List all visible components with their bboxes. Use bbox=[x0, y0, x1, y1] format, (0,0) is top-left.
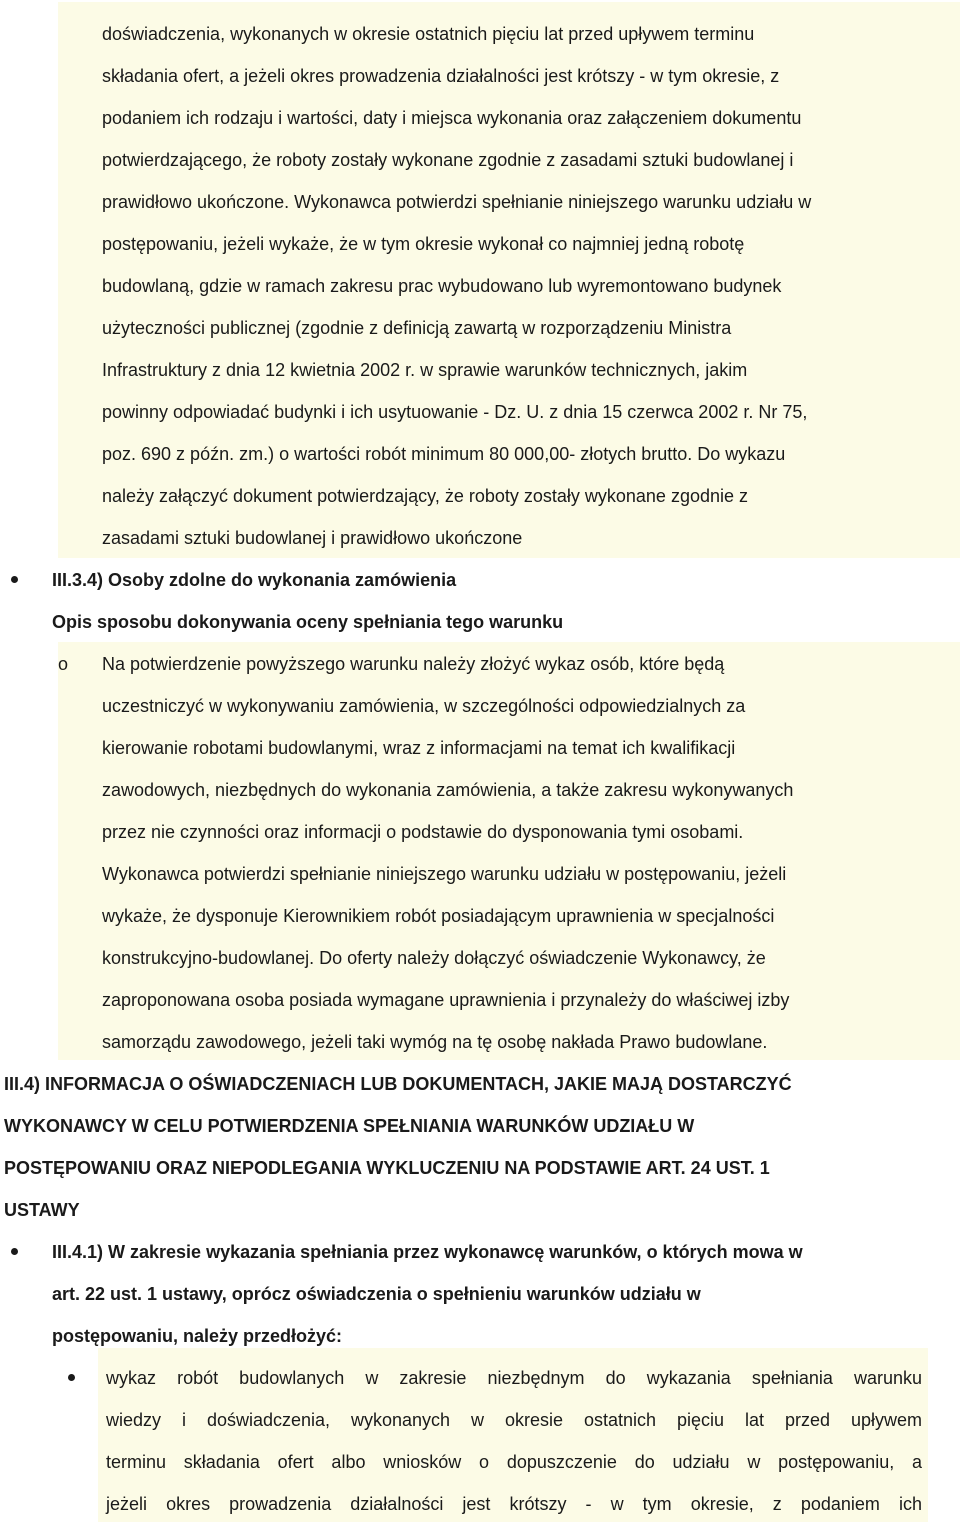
para1-line: powinny odpowiadać budynki i ich usytuowanie - Dz. U. z dnia 15 czerwca 2002 r. Nr 75, bbox=[102, 402, 808, 422]
bullet-icon bbox=[11, 576, 18, 583]
para1-line: składania ofert, a jeżeli okres prowadzenia działalności jest krótszy - w tym okresie, z bbox=[102, 66, 780, 86]
para1-line: poz. 690 z późn. zm.) o wartości robót minimum 80 000,00- złotych brutto. Do wykazu bbox=[102, 444, 786, 464]
section-334-line: zawodowych, niezbędnych do wykonania zamówienia, a także zakresu wykonywanych bbox=[102, 780, 794, 800]
para1-line: użyteczności publicznej (zgodnie z definicją zawartą w rozporządzeniu Ministra bbox=[102, 318, 732, 338]
section-34-line: USTAWY bbox=[4, 1200, 80, 1220]
para1-line: należy załączyć dokument potwierdzający, że roboty zostały wykonane zgodnie z bbox=[102, 486, 748, 506]
section-334-subheading: Opis sposobu dokonywania oceny spełniania tego warunku bbox=[52, 612, 564, 632]
bullet-icon bbox=[68, 1374, 75, 1381]
section-334-line: przez nie czynności oraz informacji o podstawie do dysponowania tymi osobami. bbox=[102, 822, 744, 842]
section-334-line: Na potwierdzenie powyższego warunku należy złożyć wykaz osób, które będą bbox=[102, 654, 725, 674]
section-341-line: III.4.1) W zakresie wykazania spełniania przez wykonawcę warunków, o których mowa w bbox=[52, 1242, 803, 1262]
item-roboty-line: terminu składania ofert albo wniosków o dopuszczenie do udziału w postępowaniu, a bbox=[106, 1452, 922, 1472]
para1-line: budowlaną, gdzie w ramach zakresu prac wybudowano lub wyremontowano budynek bbox=[102, 276, 782, 296]
item-roboty-line: wiedzy i doświadczenia, wykonanych w okresie ostatnich pięciu lat przed upływem bbox=[106, 1410, 922, 1430]
para1-line: podaniem ich rodzaju i wartości, daty i miejsca wykonania oraz załączeniem dokumentu bbox=[102, 108, 802, 128]
section-334-line: kierowanie robotami budowlanymi, wraz z informacjami na temat ich kwalifikacji bbox=[102, 738, 736, 758]
para1-line: doświadczenia, wykonanych w okresie ostatnich pięciu lat przed upływem terminu bbox=[102, 24, 755, 44]
section-334-line: uczestniczyć w wykonywaniu zamówienia, w szczególności odpowiedzialnych za bbox=[102, 696, 746, 716]
section-334-line: Wykonawca potwierdzi spełnianie niniejszego warunku udziału w postępowaniu, jeżeli bbox=[102, 864, 787, 884]
section-334-line: zaproponowana osoba posiada wymagane uprawnienia i przynależy do właściwej izby bbox=[102, 990, 790, 1010]
para1-line: Infrastruktury z dnia 12 kwietnia 2002 r. w sprawie warunków technicznych, jakim bbox=[102, 360, 748, 380]
item-roboty-line: wykaz robót budowlanych w zakresie niezbędnym do wykazania spełniania warunku bbox=[106, 1368, 922, 1388]
bullet-icon bbox=[11, 1248, 18, 1255]
item-roboty-line: jeżeli okres prowadzenia działalności jest krótszy - w tym okresie, z podaniem ich bbox=[106, 1494, 922, 1514]
section-334-heading: III.3.4) Osoby zdolne do wykonania zamówienia bbox=[52, 570, 457, 590]
section-334-line: wykaże, że dysponuje Kierownikiem robót posiadającym uprawnienia w specjalności bbox=[102, 906, 775, 926]
para1-line: prawidłowo ukończone. Wykonawca potwierdzi spełnianie niniejszego warunku udziału w bbox=[102, 192, 812, 212]
circle-bullet-icon: o bbox=[58, 654, 69, 674]
section-34-line: POSTĘPOWANIU ORAZ NIEPODLEGANIA WYKLUCZENIU NA PODSTAWIE ART. 24 UST. 1 bbox=[4, 1158, 770, 1178]
section-341-line: art. 22 ust. 1 ustawy, oprócz oświadczenia o spełnieniu warunków udziału w bbox=[52, 1284, 701, 1304]
section-341-line: postępowaniu, należy przedłożyć: bbox=[52, 1326, 343, 1346]
section-334-line: konstrukcyjno-budowlanej. Do oferty należy dołączyć oświadczenie Wykonawcy, że bbox=[102, 948, 766, 968]
section-34-line: III.4) INFORMACJA O OŚWIADCZENIACH LUB DOKUMENTACH, JAKIE MAJĄ DOSTARCZYĆ bbox=[4, 1074, 792, 1094]
section-334-line: samorządu zawodowego, jeżeli taki wymóg na tę osobę nakłada Prawo budowlane. bbox=[102, 1032, 768, 1052]
para1-line: potwierdzającego, że roboty zostały wykonane zgodnie z zasadami sztuki budowlanej i bbox=[102, 150, 794, 170]
para1-line: zasadami sztuki budowlanej i prawidłowo ukończone bbox=[102, 528, 523, 548]
para1-line: postępowaniu, jeżeli wykaże, że w tym okresie wykonał co najmniej jedną robotę bbox=[102, 234, 745, 254]
section-34-line: WYKONAWCY W CELU POTWIERDZENIA SPEŁNIANIA WARUNKÓW UDZIAŁU W bbox=[4, 1116, 695, 1136]
